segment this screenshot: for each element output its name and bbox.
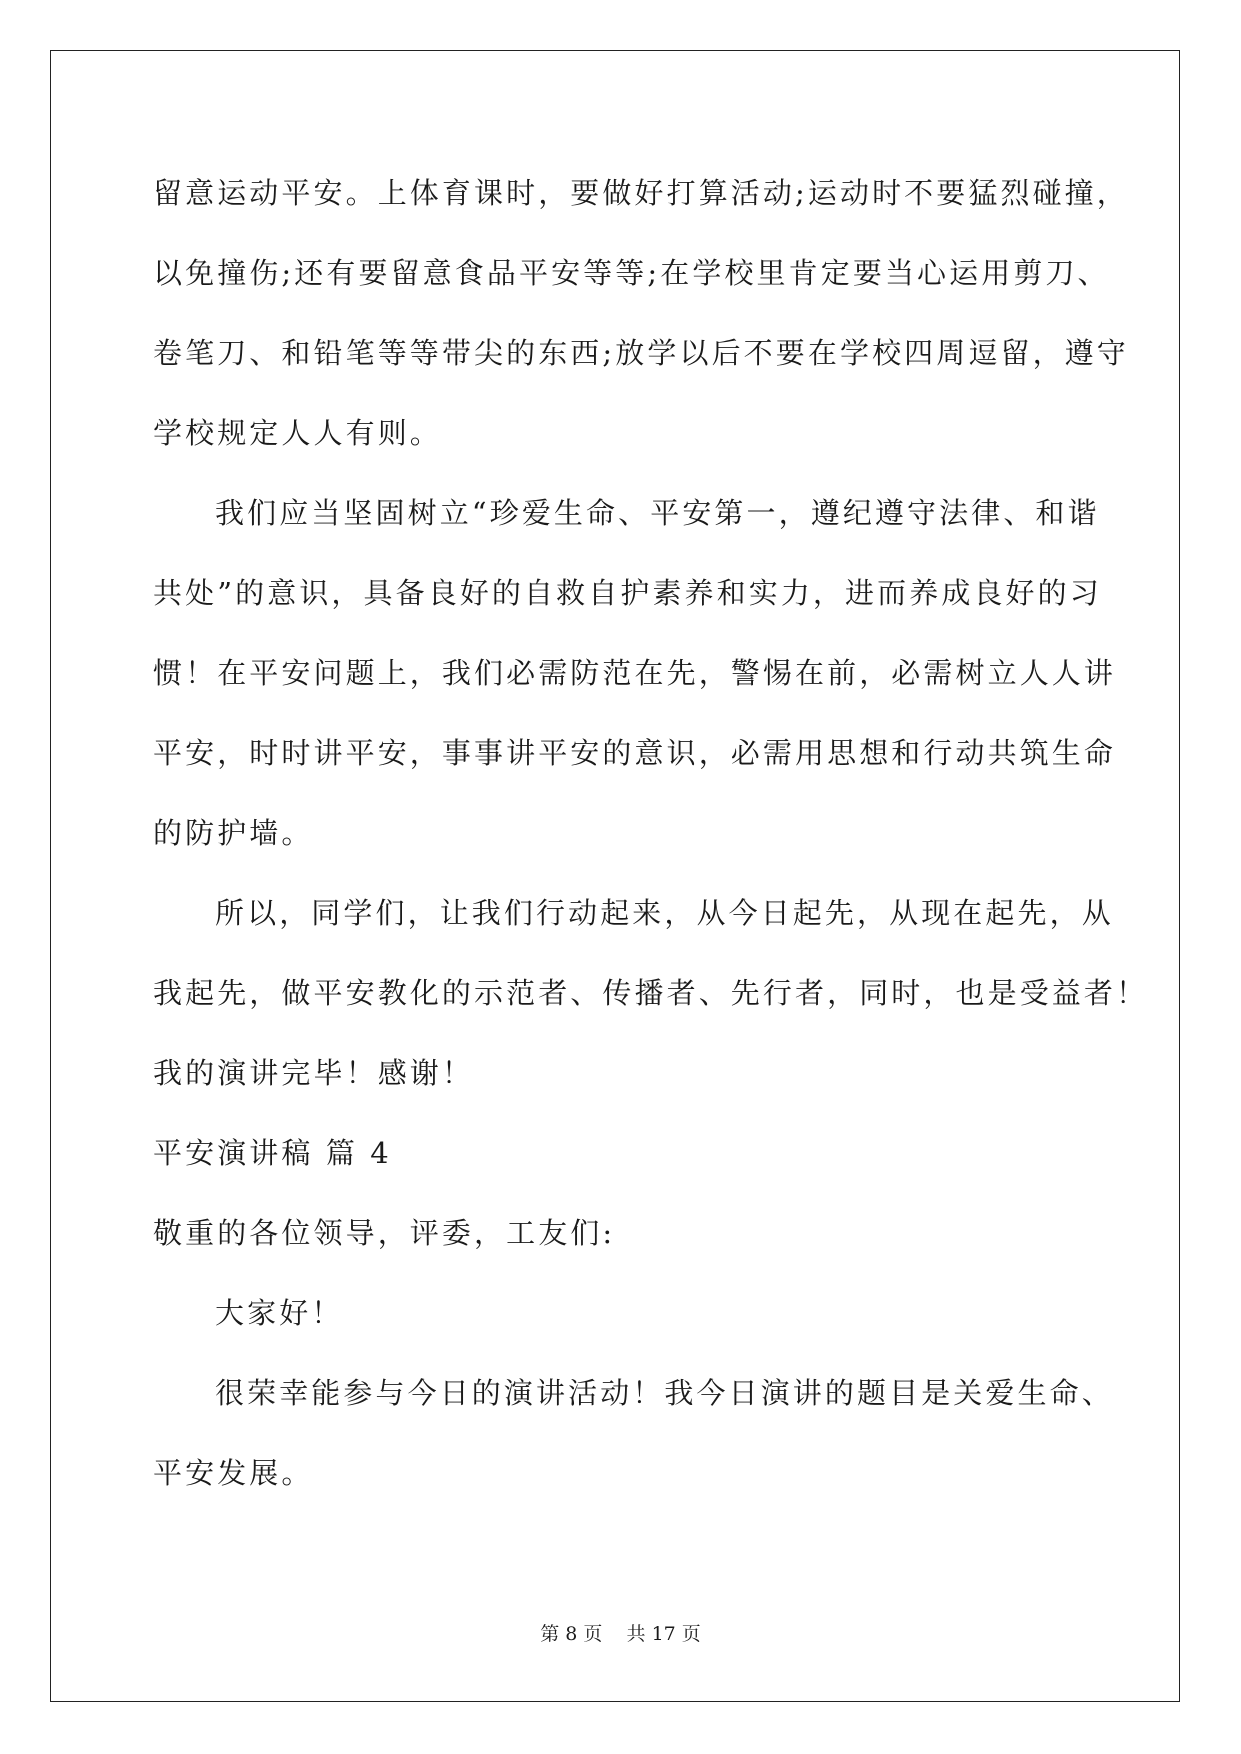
paragraph-line: 很荣幸能参与今日的演讲活动！我今日演讲的题目是关爱生命、 [215,1376,1114,1410]
paragraph-line: 惯！在平安问题上，我们必需防范在先，警惕在前，必需树立人人讲 [153,656,1117,690]
paragraph-line: 卷笔刀、和铅笔等等带尖的东西;放学以后不要在学校四周逗留，遵守 [153,336,1129,370]
page-number-footer: 第 8 页 共 17 页 [540,1623,701,1645]
paragraph-line: 我们应当坚固树立“珍爱生命、平安第一，遵纪遵守法律、和谐 [215,496,1100,530]
paragraph-line: 的防护墙。 [153,816,314,850]
paragraph-line: 所以，同学们，让我们行动起来，从今日起先，从现在起先，从 [215,896,1114,930]
salutation: 敬重的各位领导，评委，工友们: [153,1216,616,1250]
paragraph-line: 共处”的意识，具备良好的自救自护素养和实力，进而养成良好的习 [153,576,1102,610]
paragraph-line: 以免撞伤;还有要留意食品平安等等;在学校里肯定要当心运用剪刀、 [153,256,1110,290]
paragraph-line: 平安，时时讲平安，事事讲平安的意识，必需用思想和行动共筑生命 [153,736,1117,770]
paragraph-line: 平安发展。 [153,1456,314,1490]
paragraph-line: 我起先，做平安教化的示范者、传播者、先行者，同时，也是受益者！ [153,976,1149,1010]
section-heading: 平安演讲稿 篇 4 [153,1136,392,1170]
greeting: 大家好！ [215,1296,344,1330]
paragraph-line: 学校规定人人有则。 [153,416,442,450]
paragraph-line: 留意运动平安。上体育课时，要做好打算活动;运动时不要猛烈碰撞， [153,176,1129,210]
paragraph-line: 我的演讲完毕！感谢！ [153,1056,475,1090]
